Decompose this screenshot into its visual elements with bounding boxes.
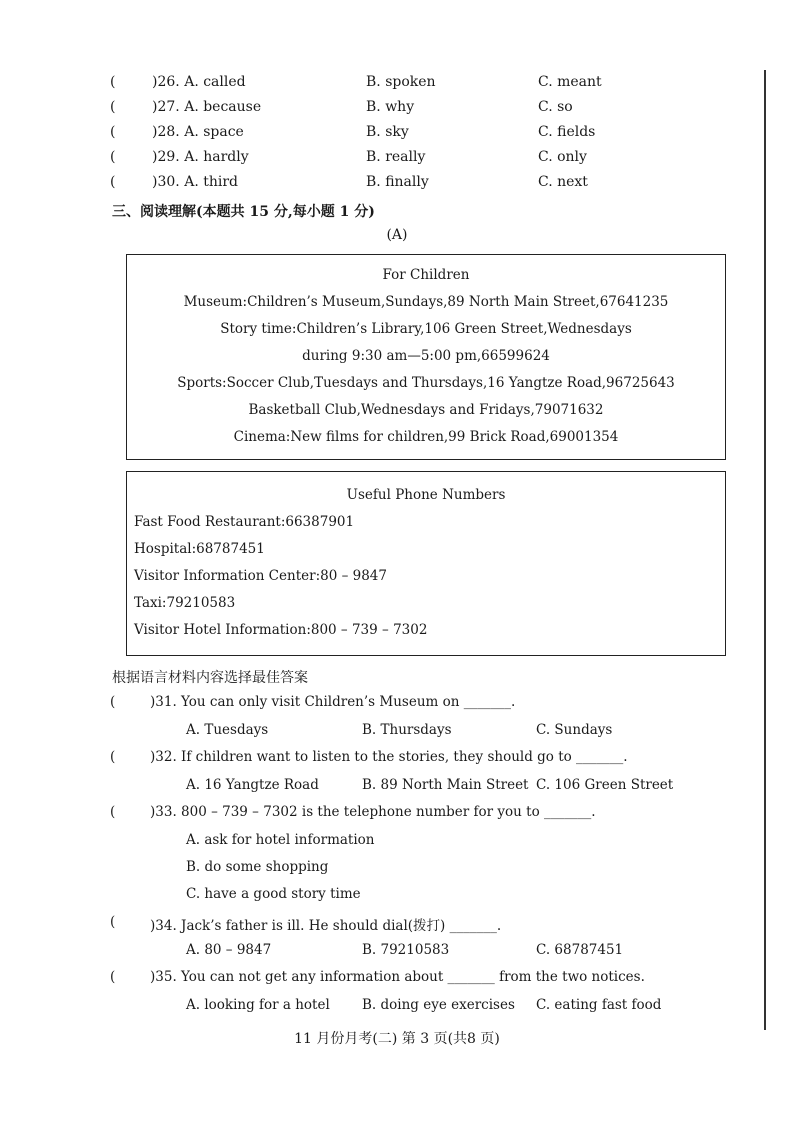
notice-title: For Children [382,267,470,283]
option-a: A. ask for hotel information [186,832,375,848]
notice-line: Sports:Soccer Club,Tuesdays and Thursdays,16 Yangtze Road,96725643 [177,375,675,391]
cloze-option-b: B. why [366,99,415,115]
option-b: B. 79210583 [362,942,450,958]
notice-line: Cinema:New films for children,99 Brick Road,69001354 [233,429,619,445]
cloze-option-a: )27. A. because [152,99,262,115]
cloze-option-b: B. sky [366,124,409,140]
cloze-option-a: )30. A. third [152,174,238,190]
answer-paren: ( [110,74,116,90]
cloze-option-b: B. finally [366,174,429,190]
option-b: B. doing eye exercises [362,997,515,1013]
cloze-row-26 [110,74,750,94]
phone-line: Hospital:68787451 [134,541,265,557]
question-stem: )31. You can only visit Children’s Museum on _______. [150,694,516,710]
answer-paren: ( [110,749,116,765]
option-c: C. eating fast food [536,997,662,1013]
phone-line: Fast Food Restaurant:66387901 [134,514,355,530]
instruction: 根据语言材料内容选择最佳答案 [112,670,308,686]
cloze-row-27 [110,99,750,119]
option-a: A. Tuesdays [186,722,269,738]
cloze-row-30 [110,174,750,194]
passage-label: (A) [386,227,408,243]
question-33 [110,804,750,824]
cloze-option-c: C. meant [538,74,602,90]
answer-paren: ( [110,99,116,115]
option-c: C. 106 Green Street [536,777,674,793]
option-a: A. 80 – 9847 [186,942,272,958]
answer-paren: ( [110,124,116,140]
question-stem: )32. If children want to listen to the stories, they should go to _______. [150,749,628,765]
section-title: 三、阅读理解(本题共 15 分,每小题 1 分) [112,204,375,220]
answer-paren: ( [110,149,116,165]
option-c: C. Sundays [536,722,613,738]
phone-line: Taxi:79210583 [134,595,236,611]
question-stem: )34. Jack’s father is ill. He should dial(拨打) _______. [150,918,502,934]
page-footer: 11 月份月考(二) 第 3 页(共8 页) [294,1031,500,1047]
option-c: C. 68787451 [536,942,624,958]
cloze-option-c: C. fields [538,124,596,140]
notice-line: Story time:Children’s Library,106 Green Street,Wednesdays [220,321,632,337]
cloze-option-a: )29. A. hardly [152,149,249,165]
cloze-option-a: )26. A. called [152,74,246,90]
notice-line: during 9:30 am—5:00 pm,66599624 [302,348,550,364]
phone-line: Visitor Information Center:80 – 9847 [134,568,387,584]
cloze-option-c: C. next [538,174,588,190]
notice-for-children [126,254,726,460]
option-a: A. looking for a hotel [186,997,330,1013]
cloze-option-b: B. spoken [366,74,436,90]
cloze-option-a: )28. A. space [152,124,244,140]
question-34 [110,914,750,934]
option-b: B. 89 North Main Street [362,777,529,793]
option-c: C. have a good story time [186,886,361,902]
question-32 [110,749,750,769]
notice-line: Museum:Children’s Museum,Sundays,89 North Main Street,67641235 [183,294,669,310]
cloze-row-29 [110,149,750,169]
question-stem: )35. You can not get any information about _______ from the two notices. [150,969,645,985]
answer-paren: ( [110,174,116,190]
option-b: B. Thursdays [362,722,452,738]
answer-paren: ( [110,694,116,710]
answer-paren: ( [110,914,116,930]
cloze-option-c: C. so [538,99,573,115]
cloze-option-c: C. only [538,149,587,165]
notice-title: Useful Phone Numbers [346,487,506,503]
question-35 [110,969,750,989]
phone-line: Visitor Hotel Information:800 – 739 – 7302 [134,622,428,638]
option-b: B. do some shopping [186,859,329,875]
cloze-row-28 [110,124,750,144]
notice-line: Basketball Club,Wednesdays and Fridays,79071632 [248,402,604,418]
answer-paren: ( [110,804,116,820]
page-edge-line [764,70,766,1030]
question-31 [110,694,750,714]
question-stem: )33. 800 – 739 – 7302 is the telephone number for you to _______. [150,804,596,820]
answer-paren: ( [110,969,116,985]
option-a: A. 16 Yangtze Road [186,777,319,793]
cloze-option-b: B. really [366,149,426,165]
notice-useful-phone-numbers [126,471,726,656]
